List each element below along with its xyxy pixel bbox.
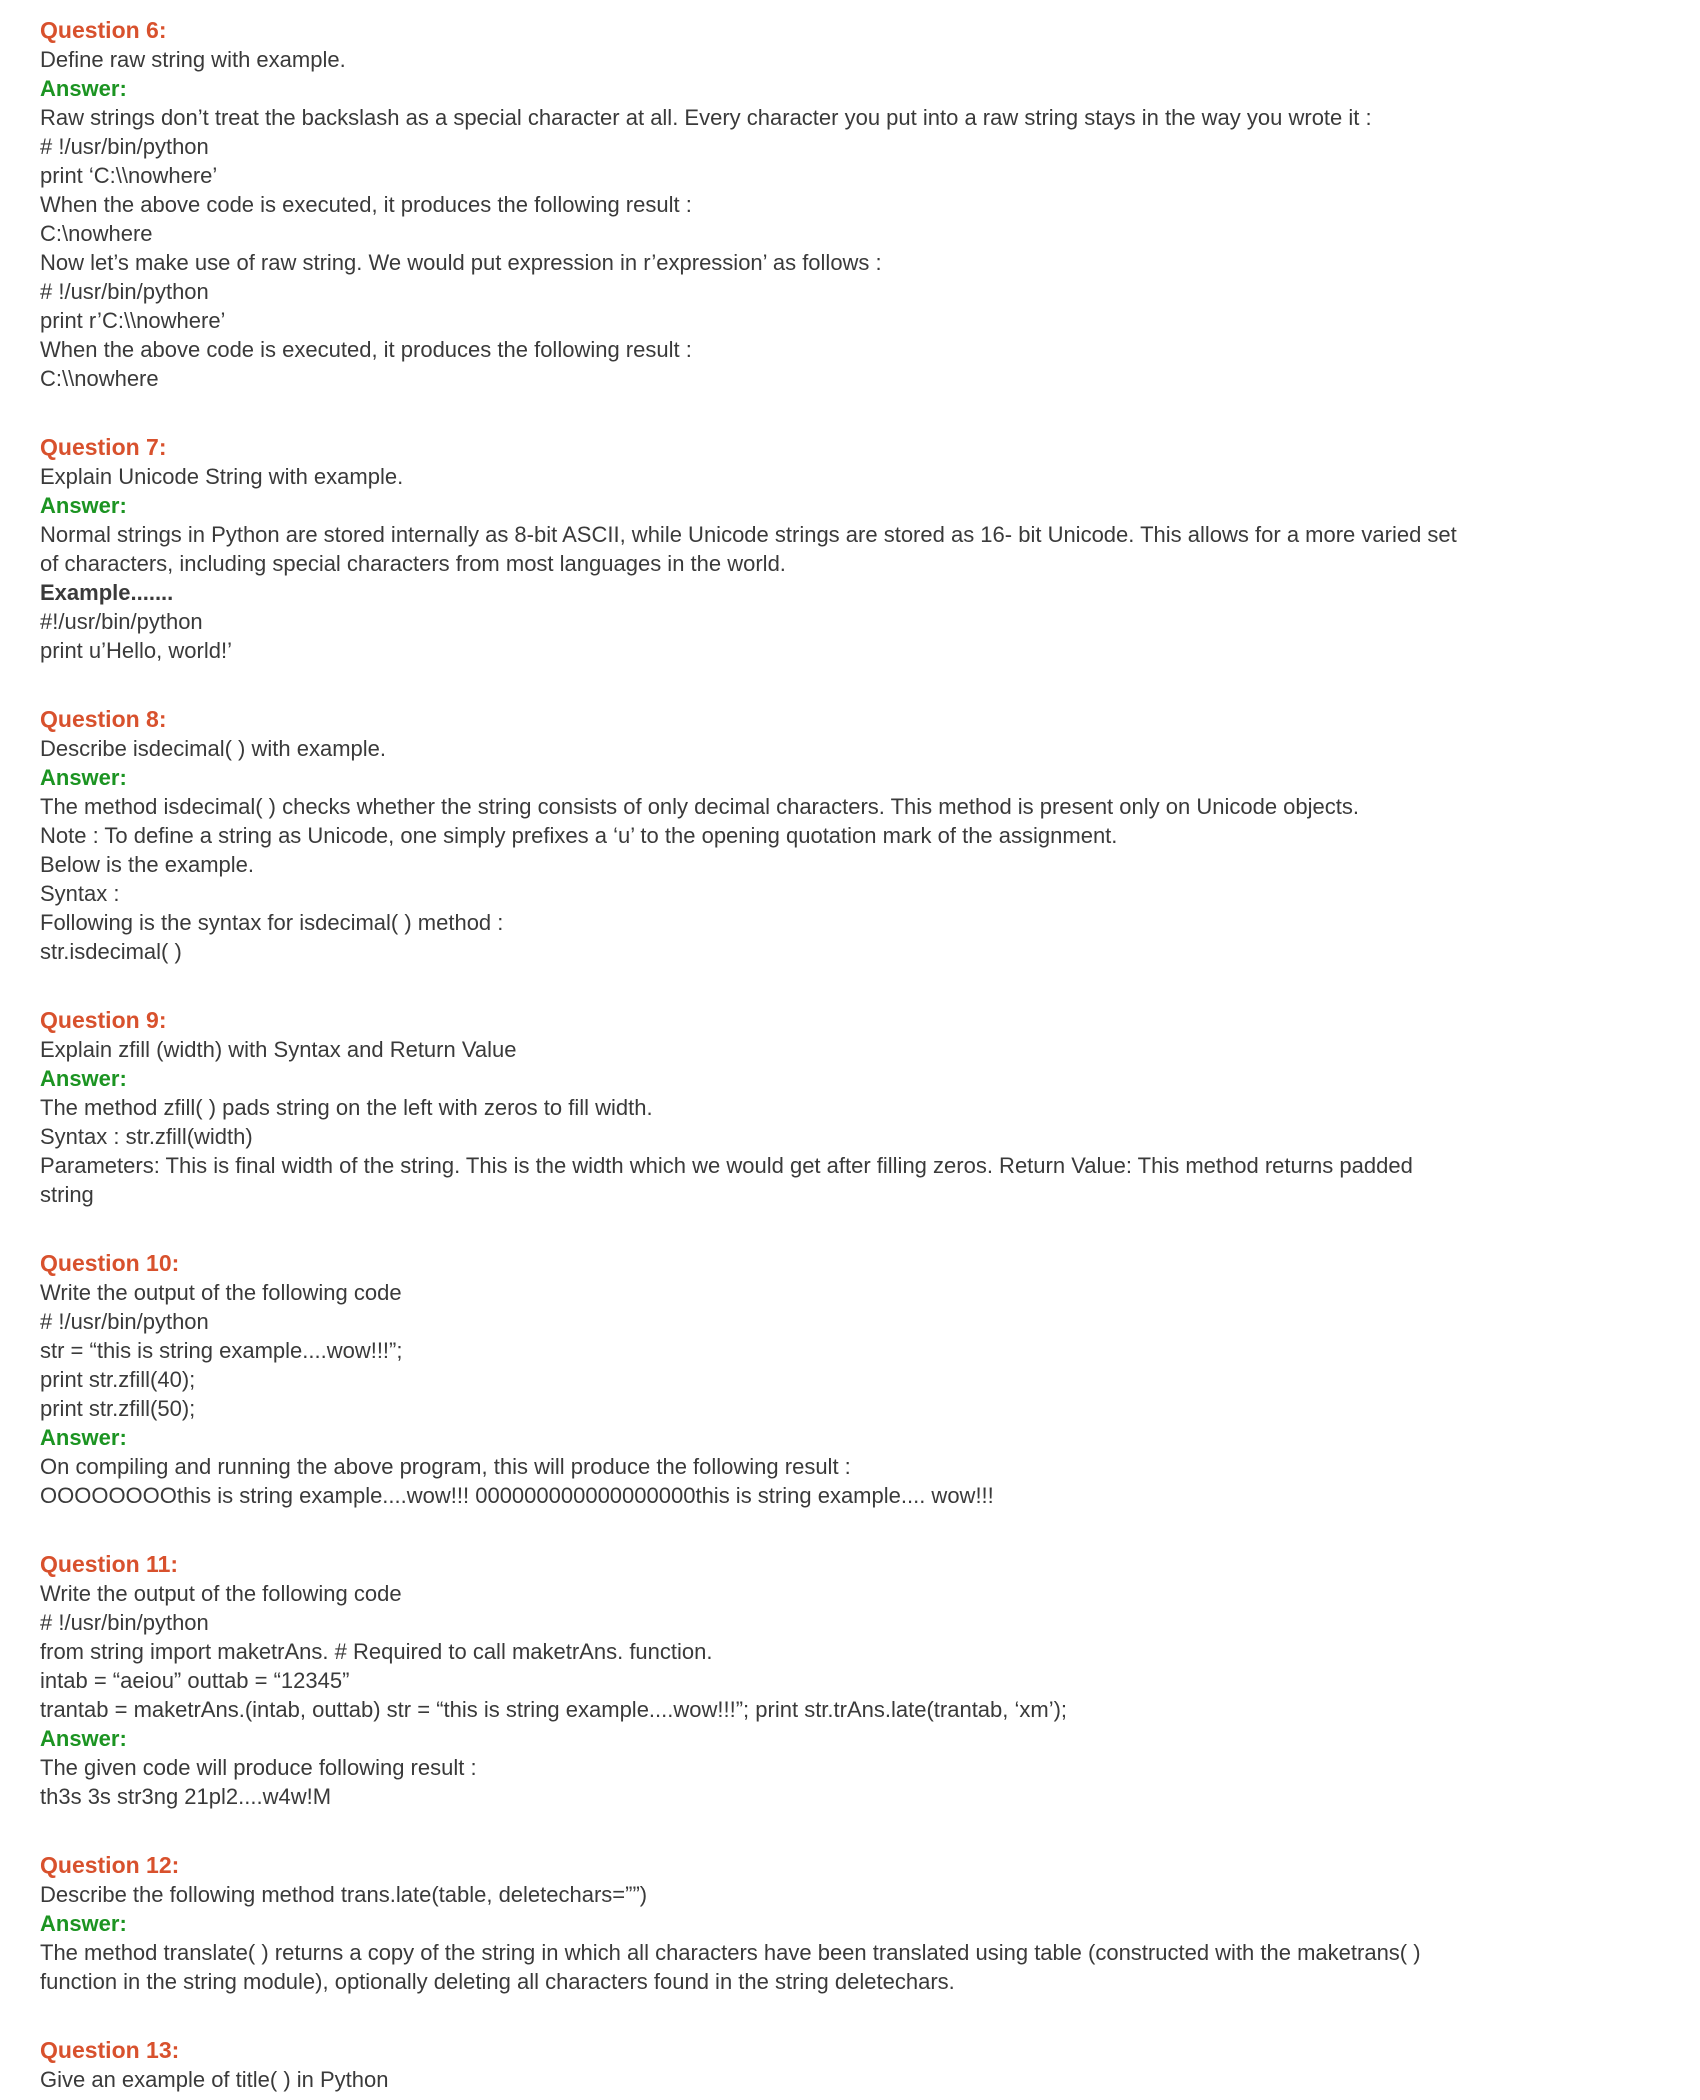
question-text: Give an example of title( ) in Python [40,2067,389,2092]
answer-text: Syntax : [40,881,120,906]
code-line: from string import maketrAns. # Required to call maketrAns. function. [40,1639,713,1664]
question-heading: Question 7: [40,434,167,460]
question-heading: Question 13: [40,2037,180,2063]
code-line: print str.zfill(50); [40,1396,196,1421]
answer-text: The given code will produce following result : [40,1755,477,1780]
answer-text: of characters, including special characters from most languages in the world. [40,551,786,576]
question-heading: Question 6: [40,17,167,43]
code-line: # !/usr/bin/python [40,134,209,159]
code-line: print str.zfill(40); [40,1367,196,1392]
answer-label: Answer: [40,493,127,518]
code-line: str = “this is string example....wow!!!”; [40,1338,403,1363]
question-block [40,2036,1660,2094]
question-text: Write the output of the following code [40,1280,402,1305]
output-line: C:\nowhere [40,221,153,246]
example-label: Example....... [40,580,174,605]
question-block [40,16,1660,393]
question-block [40,705,1660,966]
question-block [40,433,1660,665]
question-block [40,1851,1660,1996]
question-heading: Question 9: [40,1007,167,1033]
answer-text: The method translate( ) returns a copy of the string in which all characters have been translated using table (constructed with the maketrans( ) [40,1940,1421,1965]
code-line: trantab = maketrAns.(intab, outtab) str = “this is string example....wow!!!”; print str.trAns.late(trantab, ‘xm’); [40,1697,1068,1722]
question-heading: Question 10: [40,1250,180,1276]
answer-label: Answer: [40,1911,127,1936]
code-line: intab = “aeiou” outtab = “12345” [40,1668,350,1693]
answer-text: When the above code is executed, it produces the following result : [40,337,692,362]
question-block [40,1550,1660,1811]
question-text: Describe the following method trans.late(table, deletechars=””) [40,1882,648,1907]
question-text: Define raw string with example. [40,47,346,72]
output-line: th3s 3s str3ng 21pl2....w4w!M [40,1784,332,1809]
question-heading: Question 8: [40,706,167,732]
code-line: print u’Hello, world!’ [40,638,232,663]
answer-text: Note : To define a string as Unicode, one simply prefixes a ‘u’ to the opening quotation mark of the assignment. [40,823,1118,848]
code-line: # !/usr/bin/python [40,279,209,304]
answer-text: Parameters: This is final width of the string. This is the width which we would get after filling zeros. Return Value: This method returns padded [40,1153,1413,1178]
question-text: Write the output of the following code [40,1581,402,1606]
answer-text: On compiling and running the above program, this will produce the following result : [40,1454,851,1479]
answer-text: The method isdecimal( ) checks whether the string consists of only decimal characters. This method is present only on Unicode objects. [40,794,1359,819]
code-line: #!/usr/bin/python [40,609,203,634]
code-line: print r’C:\\nowhere’ [40,308,226,333]
question-text: Explain Unicode String with example. [40,464,404,489]
answer-text: Following is the syntax for isdecimal( ) method : [40,910,504,935]
answer-text: Normal strings in Python are stored internally as 8-bit ASCII, while Unicode strings are stored as 16- bit Unicode. This allows for a more varied set [40,522,1457,547]
code-line: # !/usr/bin/python [40,1610,209,1635]
output-line: C:\\nowhere [40,366,159,391]
answer-text: When the above code is executed, it produces the following result : [40,192,692,217]
answer-label: Answer: [40,1726,127,1751]
question-text: Explain zfill (width) with Syntax and Return Value [40,1037,517,1062]
question-heading: Question 12: [40,1852,180,1878]
answer-label: Answer: [40,765,127,790]
answer-label: Answer: [40,1425,127,1450]
question-text: Describe isdecimal( ) with example. [40,736,386,761]
answer-text: Raw strings don’t treat the backslash as a special character at all. Every character you put into a raw string stays in the way you wrote it : [40,105,1372,130]
answer-text: Now let’s make use of raw string. We would put expression in r’expression’ as follows : [40,250,882,275]
answer-text: Below is the example. [40,852,254,877]
answer-text: function in the string module), optionally deleting all characters found in the string deletechars. [40,1969,955,1994]
answer-label: Answer: [40,1066,127,1091]
code-line: str.isdecimal( ) [40,939,182,964]
answer-label: Answer: [40,76,127,101]
question-block [40,1006,1660,1209]
code-line: # !/usr/bin/python [40,1309,209,1334]
output-line: OOOOOOOOthis is string example....wow!!! 000000000000000000this is string example.... wow!!! [40,1483,994,1508]
answer-text: string [40,1182,94,1207]
question-heading: Question 11: [40,1551,179,1577]
question-block [40,1249,1660,1510]
code-line: print ‘C:\\nowhere’ [40,163,218,188]
answer-text: The method zfill( ) pads string on the left with zeros to fill width. [40,1095,653,1120]
answer-text: Syntax : str.zfill(width) [40,1124,253,1149]
